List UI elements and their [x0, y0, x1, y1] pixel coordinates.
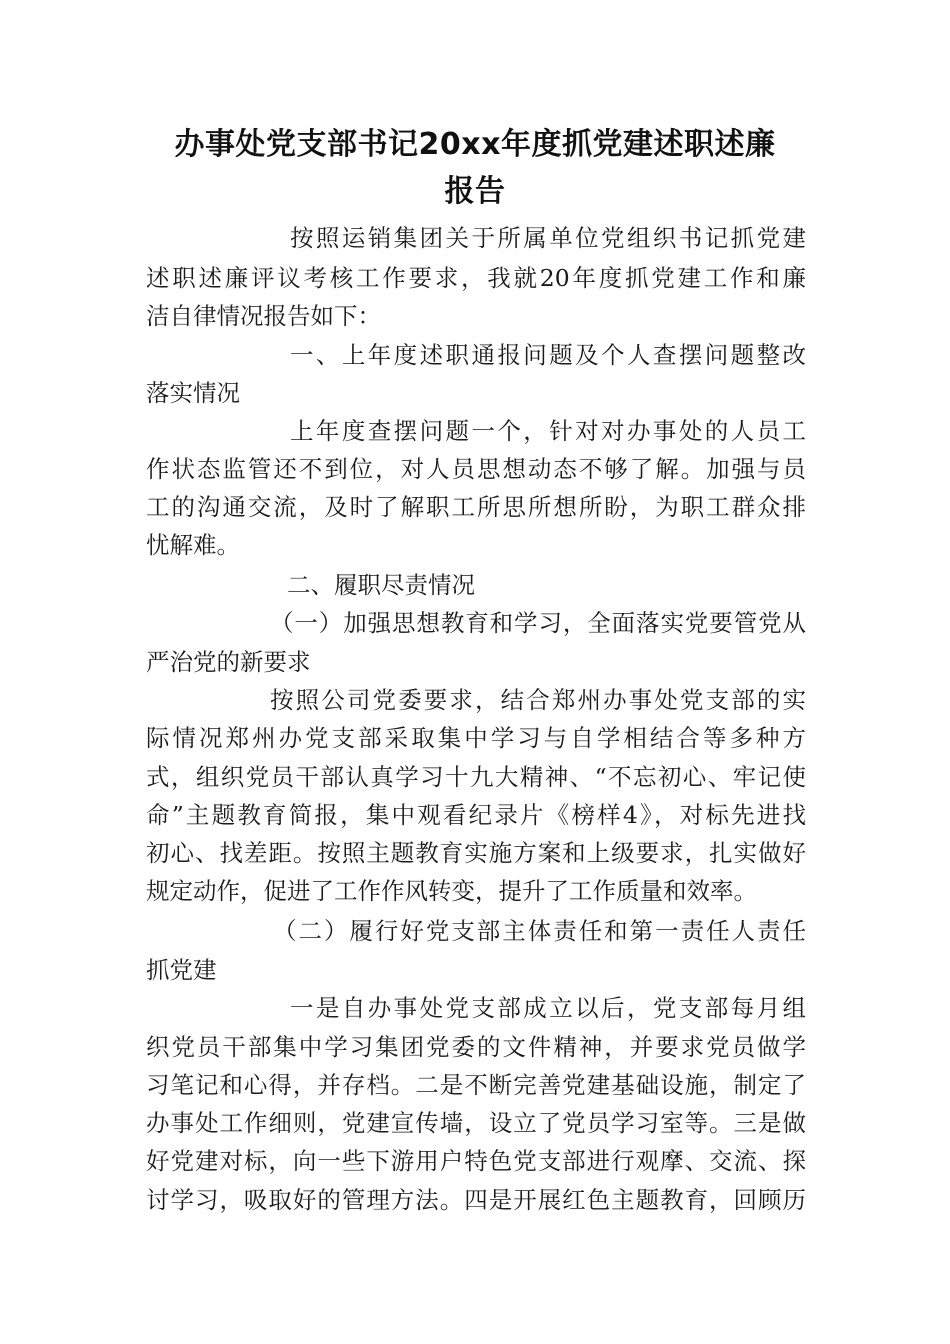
subsection-heading-line: 抓党建: [146, 956, 217, 984]
paragraph-line: 式，组织党员干部认真学习十九大精神、“不忘初心、牢记使: [146, 763, 806, 791]
document-title: 办事处党支部书记20xx年度抓党建述职述廉: [174, 127, 776, 162]
section-heading-line: 一、上年度述职通报问题及个人查摆问题整改: [290, 341, 806, 369]
paragraph-line: 忧解难。: [146, 531, 240, 559]
paragraph-line: 织党员干部集中学习集团党委的文件精神，并要求党员做学: [146, 1033, 806, 1061]
paragraph-line: 一是自办事处党支部成立以后，党支部每月组: [290, 994, 806, 1022]
paragraph-intro-line: 洁自律情况报告如下：: [146, 302, 381, 330]
subsection-heading-line: 严治党的新要求: [146, 648, 311, 676]
paragraph-line: 按照公司党委要求，结合郑州办事处党支部的实: [270, 686, 806, 714]
paragraph-line: 好党建对标，向一些下游用户特色党支部进行观摩、交流、探: [146, 1147, 806, 1175]
paragraph-line: 工的沟通交流，及时了解职工所思所想所盼，为职工群众排: [146, 493, 806, 521]
subsection-heading-line: （二）履行好党支部主体责任和第一责任人责任: [273, 917, 806, 945]
paragraph-line: 习笔记和心得，并存档。二是不断完善党建基础设施，制定了: [146, 1071, 806, 1099]
subsection-heading-line: （一）加强思想教育和学习，全面落实党要管党从: [270, 609, 806, 637]
paragraph-line: 作状态监管还不到位，对人员思想动态不够了解。加强与员: [146, 455, 806, 483]
paragraph-intro-line: 述职述廉评议考核工作要求，我就20年度抓党建工作和廉: [146, 264, 806, 292]
section-heading-line: 落实情况: [146, 379, 240, 407]
paragraph-line: 办事处工作细则，党建宣传墙，设立了党员学习室等。三是做: [146, 1109, 806, 1137]
paragraph-line: 规定动作，促进了工作作风转变，提升了工作质量和效率。: [146, 877, 757, 905]
paragraph-line: 命”主题教育简报，集中观看纪录片《榜样4》，对标先进找: [146, 801, 806, 829]
paragraph-line: 讨学习，吸取好的管理方法。四是开展红色主题教育，回顾历: [146, 1186, 806, 1214]
document-title-continuation: 报告: [444, 174, 506, 209]
paragraph-line: 初心、找差距。按照主题教育实施方案和上级要求，扎实做好: [146, 839, 806, 867]
section-heading-line: 二、履职尽责情况: [287, 571, 475, 599]
paragraph-intro-line: 按照运销集团关于所属单位党组织书记抓党建: [290, 224, 806, 252]
paragraph-line: 际情况郑州办党支部采取集中学习与自学相结合等多种方: [146, 724, 806, 752]
paragraph-line: 上年度查摆问题一个，针对对办事处的人员工: [290, 417, 806, 445]
